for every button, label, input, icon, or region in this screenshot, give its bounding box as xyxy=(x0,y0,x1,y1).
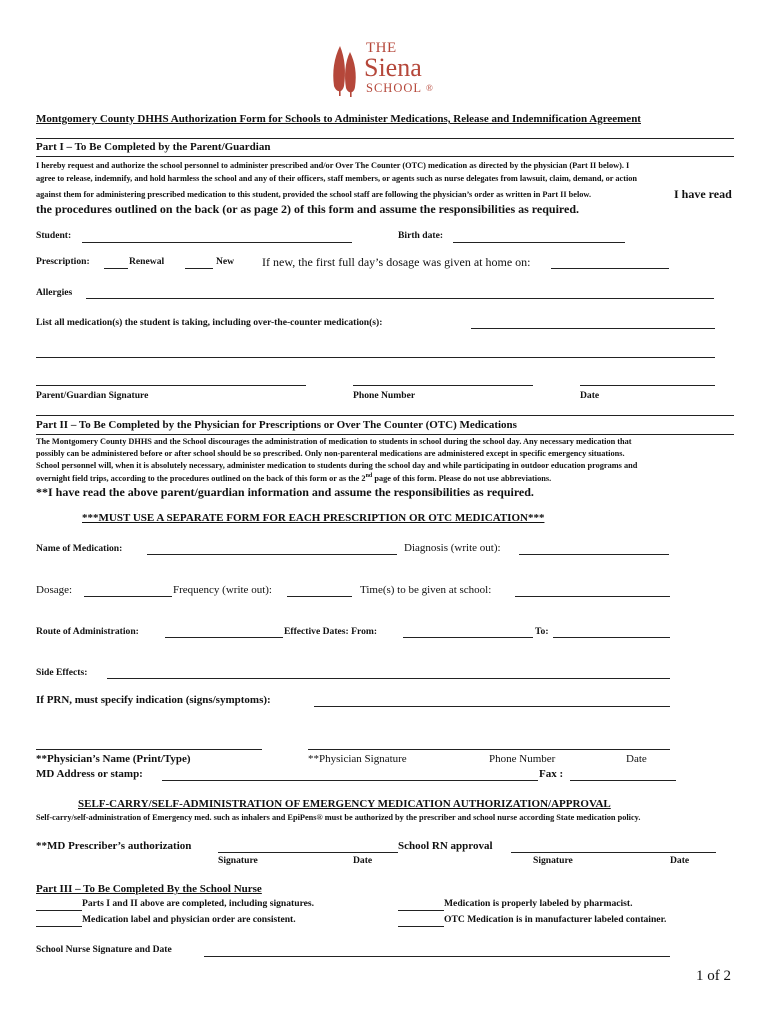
medication-list-label: List all medication(s) the student is taking, including over-the-counter medication(s): xyxy=(36,317,383,328)
times-field[interactable] xyxy=(515,596,670,597)
part1-heading: Part I – To Be Completed by the Parent/Guardian xyxy=(36,141,271,153)
diagnosis-label: Diagnosis (write out): xyxy=(404,542,501,554)
part1-paragraph-line4: the procedures outlined on the back (or as page 2) of this form and assume the responsibilities as required. xyxy=(36,202,580,216)
student-label: Student: xyxy=(36,230,72,241)
part2-paragraph-line1: The Montgomery County DHHS and the School discourages the administration of medication to students in school during the school day. Any necessary medication that xyxy=(36,437,632,446)
self-carry-heading: SELF-CARRY/SELF-ADMINISTRATION OF EMERGENCY MEDICATION AUTHORIZATION/APPROVAL xyxy=(78,798,611,810)
fax-field[interactable] xyxy=(570,780,676,781)
new-label: New xyxy=(216,256,235,267)
part2-heading: Part II – To Be Completed by the Physician for Prescriptions or Over The Counter (OTC) Medications xyxy=(36,419,517,431)
physician-name-label: **Physician’s Name (Print/Type) xyxy=(36,753,191,765)
part2-paragraph-line2: possibly can be administered before or after school should be so prescribed. Only non-parenteral medications are administered except in specific emergency situations. xyxy=(36,449,625,458)
allergies-label: Allergies xyxy=(36,287,73,298)
effective-to-label: To: xyxy=(535,626,549,637)
route-field[interactable] xyxy=(165,637,283,638)
prescription-renewal-field[interactable] xyxy=(104,268,128,269)
md-address-field[interactable] xyxy=(162,780,538,781)
frequency-label: Frequency (write out): xyxy=(173,584,272,596)
logo-siena: Siena xyxy=(364,53,422,82)
part3-item-3: Medication is properly labeled by pharmacist. xyxy=(444,898,633,909)
part2-paragraph-line4b: page of this form. Please do not use abbreviations. xyxy=(372,473,552,483)
siena-school-logo xyxy=(330,40,440,98)
form-title: Montgomery County DHHS Authorization Form for Schools to Administer Medications, Release and Indemnification Agreement xyxy=(36,113,641,125)
superscript-nd: nd xyxy=(365,473,373,479)
cypress-trees-icon xyxy=(330,42,360,98)
effective-to-field[interactable] xyxy=(553,637,670,638)
physician-phone-label: Phone Number xyxy=(489,753,556,765)
parent-phone-label: Phone Number xyxy=(353,390,416,401)
parent-signature-line[interactable] xyxy=(36,385,306,386)
dosage-label: Dosage: xyxy=(36,584,73,596)
self-carry-text: Self-carry/self-administration of Emergency med. such as inhalers and EpiPens® must be authorized by the prescriber and school nurse according State medication policy. xyxy=(36,813,641,822)
part2-paragraph-line4 xyxy=(36,473,551,483)
side-effects-label: Side Effects: xyxy=(36,667,88,678)
part2-paragraph-line4a: overnight field trips, according to the procedures outlined on the back of this form or as the 2 xyxy=(36,473,366,483)
rn-signature-caption: Signature xyxy=(533,855,573,866)
physician-date-label: Date xyxy=(626,753,647,765)
part1-paragraph-line3-bold: I have read xyxy=(674,187,732,201)
prescription-label: Prescription: xyxy=(36,256,90,267)
diagnosis-field[interactable] xyxy=(519,554,669,555)
md-date-caption: Date xyxy=(353,855,373,866)
md-prescriber-label: **MD Prescriber’s authorization xyxy=(36,840,192,852)
physician-signature-line[interactable] xyxy=(308,749,670,750)
parent-signature-label: Parent/Guardian Signature xyxy=(36,390,149,401)
nurse-signature-label: School Nurse Signature and Date xyxy=(36,944,172,955)
part1-paragraph-line3: against them for administering prescribed medication to this student, provided the school staff are following the physician’s order as written in Part II below. xyxy=(36,190,592,199)
physician-name-line[interactable] xyxy=(36,749,262,750)
divider-part2-top xyxy=(36,415,734,416)
page-number: 1 of 2 xyxy=(696,968,731,984)
effective-dates-label: Effective Dates: From: xyxy=(284,626,378,637)
fax-label: Fax : xyxy=(539,768,564,780)
birth-date-field[interactable] xyxy=(453,242,625,243)
logo-the: THE xyxy=(366,40,397,56)
student-field[interactable] xyxy=(82,242,352,243)
dosage-field[interactable] xyxy=(84,596,172,597)
prn-label: If PRN, must specify indication (signs/symptoms): xyxy=(36,694,271,706)
parent-date-label: Date xyxy=(580,390,600,401)
part3-item-2: Medication label and physician order are consistent. xyxy=(82,914,296,925)
divider-part1-bottom xyxy=(36,156,734,157)
separate-form-notice: ***MUST USE A SEPARATE FORM FOR EACH PRESCRIPTION OR OTC MEDICATION*** xyxy=(82,512,545,524)
part3-check-4-field[interactable] xyxy=(398,926,444,927)
divider-part2-bottom xyxy=(36,434,734,435)
part3-heading: Part III – To Be Completed By the School Nurse xyxy=(36,883,262,895)
first-dose-label: If new, the first full day’s dosage was given at home on: xyxy=(262,255,531,269)
prn-field[interactable] xyxy=(314,706,670,707)
rn-date-caption: Date xyxy=(670,855,690,866)
effective-from-field[interactable] xyxy=(403,637,533,638)
part3-check-3-field[interactable] xyxy=(398,910,444,911)
allergies-field[interactable] xyxy=(86,298,714,299)
read-above-statement: **I have read the above parent/guardian information and assume the responsibilities as required. xyxy=(36,485,534,499)
frequency-field[interactable] xyxy=(287,596,352,597)
school-rn-field[interactable] xyxy=(511,852,716,853)
school-rn-label: School RN approval xyxy=(398,840,493,852)
renewal-label: Renewal xyxy=(129,256,165,267)
physician-signature-label: **Physician Signature xyxy=(308,753,407,765)
nurse-signature-field[interactable] xyxy=(204,956,670,957)
logo-registered: ® xyxy=(426,83,433,93)
part2-paragraph-line3: School personnel will, when it is absolutely necessary, administer medication to students during the school day and while participating in outdoor education programs and xyxy=(36,461,638,470)
logo-school: SCHOOL xyxy=(366,81,423,95)
divider-part1-top xyxy=(36,138,734,139)
birth-date-label: Birth date: xyxy=(398,230,444,241)
times-label: Time(s) to be given at school: xyxy=(360,584,492,596)
parent-date-line[interactable] xyxy=(580,385,715,386)
part3-check-1-field[interactable] xyxy=(36,910,82,911)
md-prescriber-field[interactable] xyxy=(218,852,398,853)
part3-item-4: OTC Medication is in manufacturer labeled container. xyxy=(444,914,667,925)
md-signature-caption: Signature xyxy=(218,855,258,866)
side-effects-field[interactable] xyxy=(107,678,670,679)
part3-check-2-field[interactable] xyxy=(36,926,82,927)
parent-phone-line[interactable] xyxy=(353,385,533,386)
medication-name-field[interactable] xyxy=(147,554,397,555)
first-dose-date-field[interactable] xyxy=(551,268,669,269)
route-label: Route of Administration: xyxy=(36,626,139,637)
medication-list-field-2[interactable] xyxy=(36,357,715,358)
prescription-new-field[interactable] xyxy=(185,268,213,269)
part3-item-1: Parts I and II above are completed, including signatures. xyxy=(82,898,315,909)
part1-paragraph-line2: agree to release, indemnify, and hold harmless the school and any of their officers, staff members, or agents such as nurse delegates from lawsuit, claim, demand, or action xyxy=(36,174,638,183)
part1-paragraph-line1: I hereby request and authorize the school personnel to administer prescribed and/or Over The Counter (OTC) medication as directed by the physician (Part II below). I xyxy=(36,161,630,170)
medication-name-label: Name of Medication: xyxy=(36,543,123,554)
md-address-label: MD Address or stamp: xyxy=(36,768,143,780)
medication-list-field[interactable] xyxy=(471,328,715,329)
